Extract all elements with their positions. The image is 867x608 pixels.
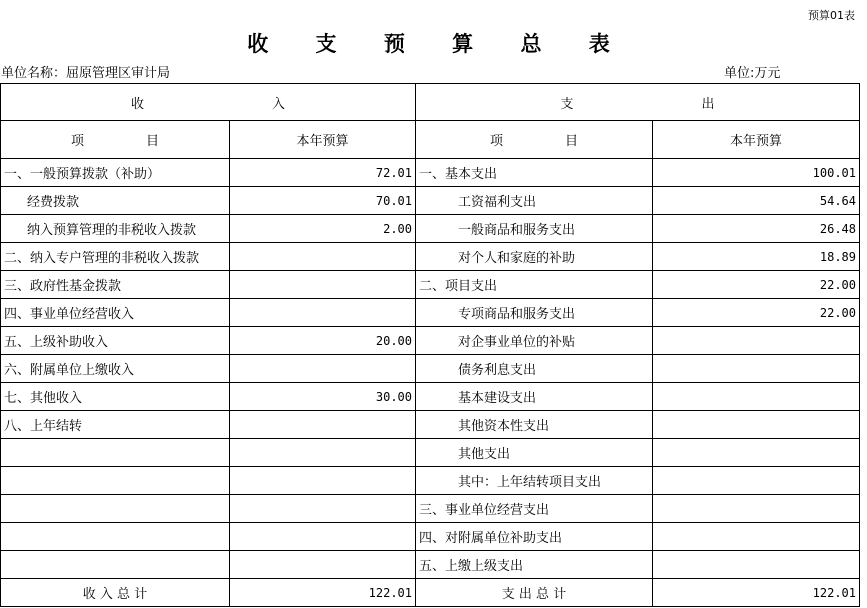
table-row bbox=[1, 187, 860, 215]
total-row bbox=[1, 579, 860, 607]
expense-item: 对企事业单位的补贴 bbox=[416, 327, 653, 355]
expense-item: 其中：上年结转项目支出 bbox=[416, 467, 653, 495]
table-row bbox=[1, 439, 860, 467]
income-value bbox=[230, 299, 416, 327]
expense-total-label: 支 出 总 计 bbox=[416, 579, 653, 607]
expense-value: 18.89 bbox=[653, 243, 860, 271]
income-value: 30.00 bbox=[230, 383, 416, 411]
income-total-label: 收 入 总 计 bbox=[1, 579, 230, 607]
expense-value bbox=[653, 523, 860, 551]
expense-value: 54.64 bbox=[653, 187, 860, 215]
income-item bbox=[1, 467, 230, 495]
item-char2: 目 bbox=[565, 134, 579, 149]
income-value bbox=[230, 467, 416, 495]
expense-item: 专项商品和服务支出 bbox=[416, 299, 653, 327]
table-row bbox=[1, 411, 860, 439]
table-row bbox=[1, 159, 860, 187]
income-item: 五、上级补助收入 bbox=[1, 327, 230, 355]
income-header-char2: 入 bbox=[272, 96, 286, 112]
expense-item: 二、项目支出 bbox=[416, 271, 653, 299]
column-header-row bbox=[1, 121, 860, 159]
table-row bbox=[1, 299, 860, 327]
expense-value bbox=[653, 411, 860, 439]
expense-item: 其他支出 bbox=[416, 439, 653, 467]
expense-item: 五、上缴上级支出 bbox=[416, 551, 653, 579]
income-item: 一、一般预算拨款（补助） bbox=[1, 159, 230, 187]
income-item bbox=[1, 551, 230, 579]
income-value bbox=[230, 551, 416, 579]
expense-item: 一般商品和服务支出 bbox=[416, 215, 653, 243]
income-budget-header: 本年预算 bbox=[230, 121, 416, 159]
income-value: 70.01 bbox=[230, 187, 416, 215]
currency-unit: 单位:万元 bbox=[724, 66, 781, 81]
expense-value: 100.01 bbox=[653, 159, 860, 187]
expense-item: 三、事业单位经营支出 bbox=[416, 495, 653, 523]
table-row bbox=[1, 327, 860, 355]
income-value: 72.01 bbox=[230, 159, 416, 187]
income-value bbox=[230, 411, 416, 439]
income-item bbox=[1, 439, 230, 467]
expense-value bbox=[653, 383, 860, 411]
item-char1: 项 bbox=[70, 134, 84, 149]
income-value bbox=[230, 243, 416, 271]
income-value: 2.00 bbox=[230, 215, 416, 243]
expense-item: 基本建设支出 bbox=[416, 383, 653, 411]
table-row bbox=[1, 243, 860, 271]
table-row bbox=[1, 467, 860, 495]
table-row bbox=[1, 215, 860, 243]
income-value: 20.00 bbox=[230, 327, 416, 355]
unit-name: 单位名称：屈原管理区审计局 bbox=[1, 66, 171, 81]
expense-item: 一、基本支出 bbox=[416, 159, 653, 187]
expense-item-header bbox=[416, 121, 653, 159]
expense-item: 债务利息支出 bbox=[416, 355, 653, 383]
income-value bbox=[230, 523, 416, 551]
income-item-header bbox=[1, 121, 230, 159]
expense-value bbox=[653, 355, 860, 383]
income-header-char1: 收 bbox=[130, 96, 144, 112]
income-value bbox=[230, 495, 416, 523]
expense-header-char1: 支 bbox=[560, 96, 574, 112]
income-item: 三、政府性基金拨款 bbox=[1, 271, 230, 299]
expense-value: 22.00 bbox=[653, 299, 860, 327]
expense-value: 22.00 bbox=[653, 271, 860, 299]
income-item bbox=[1, 523, 230, 551]
expense-value bbox=[653, 467, 860, 495]
income-item: 二、纳入专户管理的非税收入拨款 bbox=[1, 243, 230, 271]
expense-value bbox=[653, 439, 860, 467]
expense-item: 工资福利支出 bbox=[416, 187, 653, 215]
income-item: 纳入预算管理的非税收入拨款 bbox=[1, 215, 230, 243]
income-item: 四、事业单位经营收入 bbox=[1, 299, 230, 327]
expense-total-value: 122.01 bbox=[653, 579, 860, 607]
page-title: 收 支 预 算 总 表 bbox=[247, 32, 630, 56]
income-section-header bbox=[1, 84, 416, 121]
income-total-value: 122.01 bbox=[230, 579, 416, 607]
expense-header-char2: 出 bbox=[701, 96, 715, 112]
table-row bbox=[1, 383, 860, 411]
expense-item: 四、对附属单位补助支出 bbox=[416, 523, 653, 551]
expense-item: 其他资本性支出 bbox=[416, 411, 653, 439]
item-char2: 目 bbox=[146, 134, 160, 149]
income-item: 六、附属单位上缴收入 bbox=[1, 355, 230, 383]
budget-table bbox=[0, 83, 860, 607]
item-char1: 项 bbox=[489, 134, 503, 149]
table-row bbox=[1, 495, 860, 523]
expense-value bbox=[653, 327, 860, 355]
income-value bbox=[230, 271, 416, 299]
income-item: 经费拨款 bbox=[1, 187, 230, 215]
income-item: 七、其他收入 bbox=[1, 383, 230, 411]
expense-value: 26.48 bbox=[653, 215, 860, 243]
income-item: 八、上年结转 bbox=[1, 411, 230, 439]
form-code: 预算01表 bbox=[808, 9, 855, 22]
expense-item: 对个人和家庭的补助 bbox=[416, 243, 653, 271]
expense-value bbox=[653, 551, 860, 579]
section-header-row bbox=[1, 84, 860, 121]
expense-section-header bbox=[416, 84, 860, 121]
table-row bbox=[1, 271, 860, 299]
table-row bbox=[1, 523, 860, 551]
expense-value bbox=[653, 495, 860, 523]
income-value bbox=[230, 355, 416, 383]
table-row bbox=[1, 551, 860, 579]
table-row bbox=[1, 355, 860, 383]
expense-budget-header: 本年预算 bbox=[653, 121, 860, 159]
income-value bbox=[230, 439, 416, 467]
income-item bbox=[1, 495, 230, 523]
